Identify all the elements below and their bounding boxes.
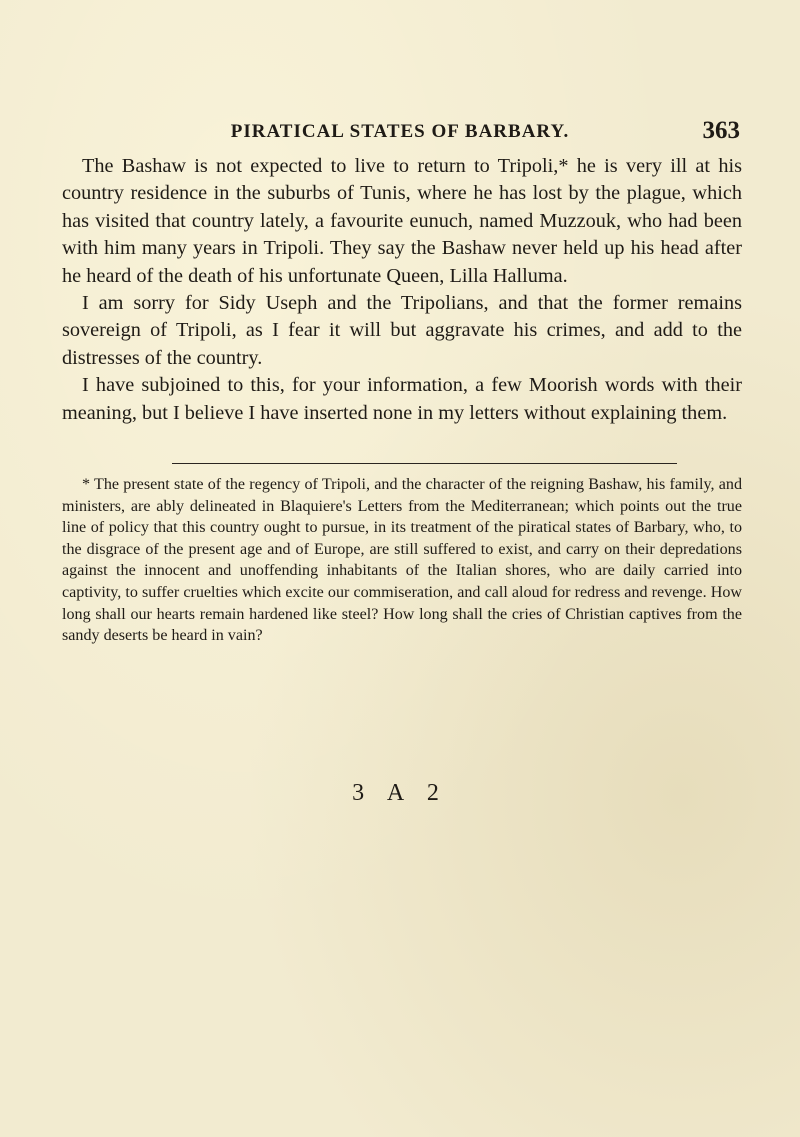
running-title: PIRATICAL STATES OF BARBARY. [230, 121, 570, 142]
page-number: 363 [702, 117, 740, 144]
footnote: * The present state of the regency of Tripoli, and the character of the reigning Bashaw, his family, and ministers, are ably delineated in Blaquiere's Letters from the Mediterranean; which points out the true line of policy that this country ought to pursue, in its treatment of the piratical states of Barbary, who, to the disgrace of the present age and of Europe, are still suffered to exist, and carry on their depredations against the innocent and unoffending inhabitants of the Italian shores, who are daily carried into captivity, to suffer cruelties which excite our commiseration, and call aloud for redress and revenge. How long shall our hearts remain hardened like steel? How long shall the cries of Christian captives from the sandy deserts be heard in vain? [62, 476, 742, 645]
paragraph: I have subjoined to this, for your information, a few Moorish words with their meaning, but I believe I have inserted none in my letters without explaining them. [62, 374, 742, 424]
paragraph: The Bashaw is not expected to live to return to Tripoli,* he is very ill at his country residence in the suburbs of Tunis, where he has lost by the plague, which has visited that country lately, a favourite eunuch, named Muzzouk, who had been with him many years in Tripoli. They say the Bashaw never held up his head after he heard of the death of his unfortunate Queen, Lilla Halluma. [62, 155, 742, 287]
paragraph: I am sorry for Sidy Useph and the Tripolians, and that the former remains sovereign of Tripoli, as I fear it will but aggravate his crimes, and add to the distresses of the country. [62, 292, 742, 369]
running-head [0, 117, 800, 147]
body-text [62, 153, 742, 427]
footnote-rule [172, 463, 677, 464]
signature-mark: 3 A 2 [352, 780, 448, 806]
